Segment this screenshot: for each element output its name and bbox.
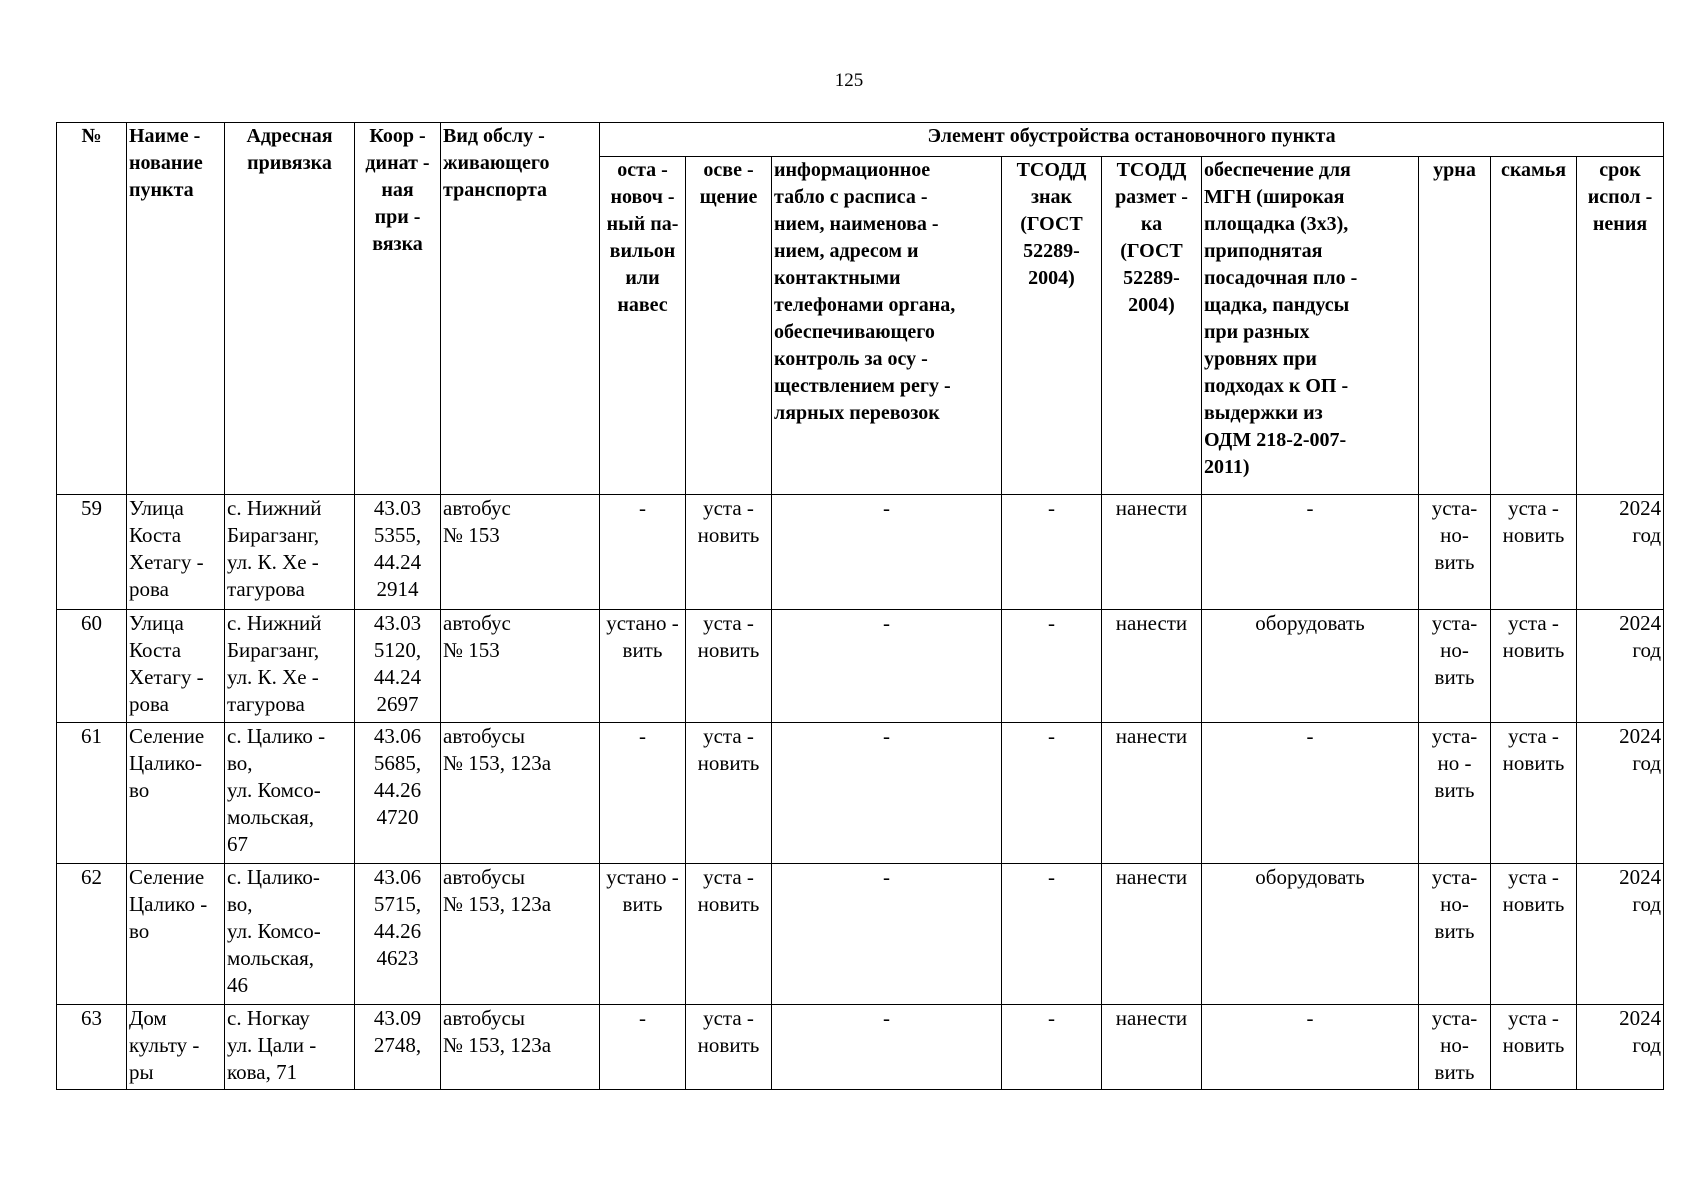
- cell-transport: автобус № 153: [441, 495, 600, 610]
- cell-address: с. Цалико- во, ул. Комсо- мольская, 46: [225, 864, 355, 1005]
- header-tsodd-sign: ТСОДД знак (ГОСТ 52289- 2004): [1002, 157, 1102, 495]
- cell-tsodd-sign: -: [1002, 864, 1102, 1005]
- cell-urn: уста- но- вить: [1419, 495, 1491, 610]
- cell-transport: автобусы № 153, 123а: [441, 864, 600, 1005]
- header-row-1: [57, 123, 1664, 157]
- header-num: №: [57, 123, 127, 495]
- cell-address: с. Цалико - во, ул. Комсо- мольская, 67: [225, 723, 355, 864]
- cell-mgn: оборудовать: [1202, 864, 1419, 1005]
- cell-tsodd-sign: -: [1002, 610, 1102, 723]
- cell-pavilion: -: [600, 723, 686, 864]
- table-row: [57, 610, 1664, 723]
- cell-deadline: 2024 год: [1577, 864, 1664, 1005]
- cell-info-board: -: [772, 1005, 1002, 1090]
- cell-tsodd-marking: нанести: [1102, 723, 1202, 864]
- cell-coords: 43.03 5120, 44.24 2697: [355, 610, 441, 723]
- header-coords: Коор - динат - ная при - вязка: [355, 123, 441, 495]
- cell-name: Селение Цалико - во: [127, 864, 225, 1005]
- header-transport: Вид обслу - живающего транспорта: [441, 123, 600, 495]
- cell-urn: уста- но- вить: [1419, 1005, 1491, 1090]
- table-row: [57, 495, 1664, 610]
- header-mgn: обеспечение для МГН (широкая площадка (3х3), приподнятая посадочная пло - щадка, пандусы при разных уровнях при подходах к ОП - выдержки из ОДМ 218-2-007- 2011): [1202, 157, 1419, 495]
- cell-tsodd-sign: -: [1002, 723, 1102, 864]
- cell-pavilion: устано - вить: [600, 864, 686, 1005]
- cell-info-board: -: [772, 864, 1002, 1005]
- table-row: [57, 723, 1664, 864]
- cell-tsodd-marking: нанести: [1102, 495, 1202, 610]
- cell-tsodd-sign: -: [1002, 1005, 1102, 1090]
- cell-num: 59: [57, 495, 127, 610]
- page-number: 125: [834, 70, 864, 91]
- table-row: [57, 864, 1664, 1005]
- cell-bench: уста - новить: [1491, 864, 1577, 1005]
- cell-urn: уста- но- вить: [1419, 864, 1491, 1005]
- cell-mgn: оборудовать: [1202, 610, 1419, 723]
- cell-transport: автобус № 153: [441, 610, 600, 723]
- cell-info-board: -: [772, 610, 1002, 723]
- header-pavilion: оста - новоч - ный па- вильон или навес: [600, 157, 686, 495]
- cell-tsodd-sign: -: [1002, 495, 1102, 610]
- cell-deadline: 2024 год: [1577, 723, 1664, 864]
- cell-deadline: 2024 год: [1577, 1005, 1664, 1090]
- cell-bench: уста - новить: [1491, 610, 1577, 723]
- header-info-board: информационное табло с расписа - нием, наименова - нием, адресом и контактными телефонами органа, обеспечивающего контроль за осу - ществлением регу - лярных перевозок: [772, 157, 1002, 495]
- cell-urn: уста- но- вить: [1419, 610, 1491, 723]
- cell-name: Улица Коста Хетагу - рова: [127, 610, 225, 723]
- cell-num: 62: [57, 864, 127, 1005]
- cell-coords: 43.03 5355, 44.24 2914: [355, 495, 441, 610]
- cell-name: Улица Коста Хетагу - рова: [127, 495, 225, 610]
- header-group-title: Элемент обустройства остановочного пункта: [600, 123, 1664, 157]
- cell-num: 61: [57, 723, 127, 864]
- cell-info-board: -: [772, 723, 1002, 864]
- cell-mgn: -: [1202, 723, 1419, 864]
- bus-stop-table: [56, 122, 1664, 1090]
- cell-lighting: уста - новить: [686, 495, 772, 610]
- header-deadline: срок испол - нения: [1577, 157, 1664, 495]
- cell-transport: автобусы № 153, 123а: [441, 1005, 600, 1090]
- cell-coords: 43.06 5685, 44.26 4720: [355, 723, 441, 864]
- cell-address: с. Нижний Бирагзанг, ул. К. Хе - тагурова: [225, 610, 355, 723]
- cell-transport: автобусы № 153, 123а: [441, 723, 600, 864]
- cell-deadline: 2024 год: [1577, 495, 1664, 610]
- cell-name: Селение Цалико- во: [127, 723, 225, 864]
- cell-address: с. Ногкау ул. Цали - кова, 71: [225, 1005, 355, 1090]
- cell-pavilion: -: [600, 495, 686, 610]
- cell-pavilion: -: [600, 1005, 686, 1090]
- cell-bench: уста - новить: [1491, 495, 1577, 610]
- cell-coords: 43.06 5715, 44.26 4623: [355, 864, 441, 1005]
- cell-pavilion: устано - вить: [600, 610, 686, 723]
- cell-address: с. Нижний Бирагзанг, ул. К. Хе - тагурова: [225, 495, 355, 610]
- cell-name: Дом культу - ры: [127, 1005, 225, 1090]
- cell-lighting: уста - новить: [686, 610, 772, 723]
- cell-num: 63: [57, 1005, 127, 1090]
- header-bench: скамья: [1491, 157, 1577, 495]
- cell-info-board: -: [772, 495, 1002, 610]
- table-row: [57, 1005, 1664, 1090]
- cell-tsodd-marking: нанести: [1102, 864, 1202, 1005]
- cell-lighting: уста - новить: [686, 864, 772, 1005]
- cell-tsodd-marking: нанести: [1102, 610, 1202, 723]
- header-tsodd-marking: ТСОДД размет - ка (ГОСТ 52289- 2004): [1102, 157, 1202, 495]
- header-address: Адресная привязка: [225, 123, 355, 495]
- cell-deadline: 2024 год: [1577, 610, 1664, 723]
- cell-mgn: -: [1202, 1005, 1419, 1090]
- cell-bench: уста - новить: [1491, 1005, 1577, 1090]
- header-name: Наиме - нование пункта: [127, 123, 225, 495]
- cell-coords: 43.09 2748,: [355, 1005, 441, 1090]
- cell-tsodd-marking: нанести: [1102, 1005, 1202, 1090]
- cell-num: 60: [57, 610, 127, 723]
- cell-lighting: уста - новить: [686, 1005, 772, 1090]
- header-urn: урна: [1419, 157, 1491, 495]
- cell-mgn: -: [1202, 495, 1419, 610]
- cell-lighting: уста - новить: [686, 723, 772, 864]
- cell-bench: уста - новить: [1491, 723, 1577, 864]
- cell-urn: уста- но - вить: [1419, 723, 1491, 864]
- header-lighting: осве - щение: [686, 157, 772, 495]
